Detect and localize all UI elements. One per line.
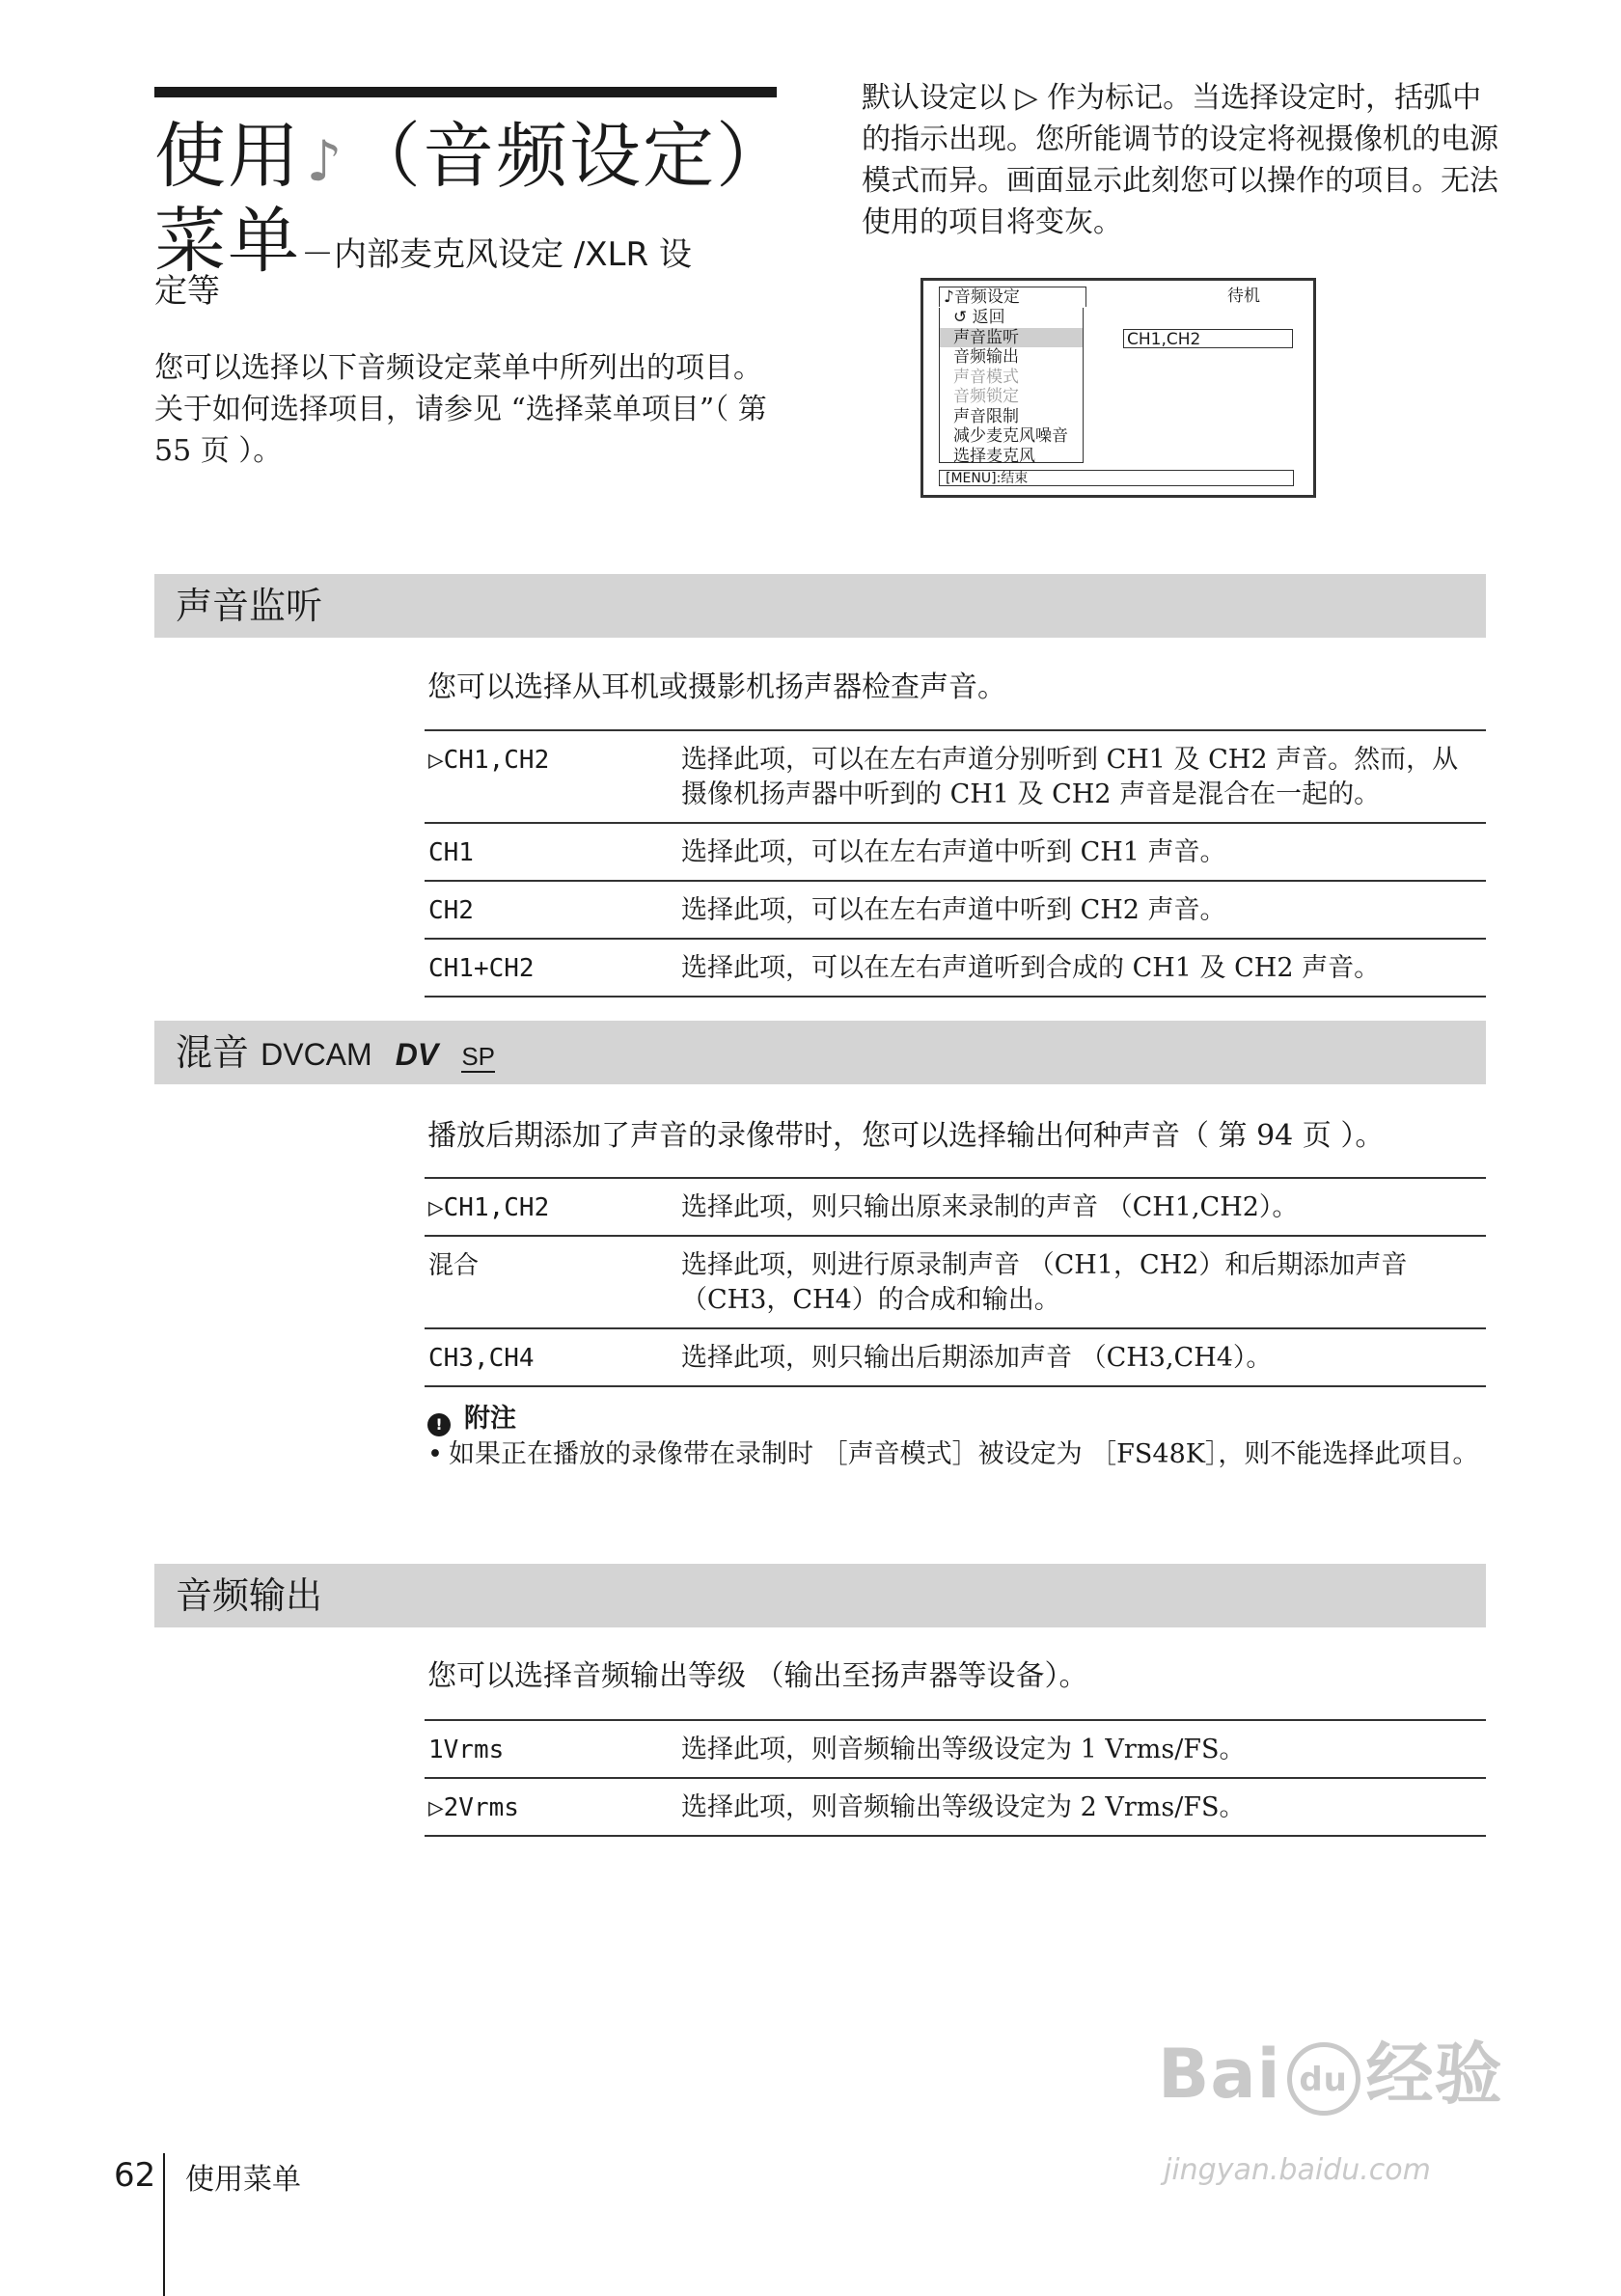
note-icon: !	[427, 1413, 451, 1436]
option-value: 选择此项，则进行原录制声音 （CH1，CH2）和后期添加声音（CH3，CH4）的合成和输出。	[681, 1236, 1486, 1328]
menu-item-limit: 声音限制	[953, 406, 1019, 426]
option-key: CH1	[425, 823, 681, 881]
section-bar-output	[154, 1564, 1486, 1627]
menu-screen-value: CH1,CH2	[1123, 329, 1293, 348]
paw-icon	[1287, 2042, 1360, 2116]
subtitle-big: 菜单	[154, 200, 301, 283]
baidu-watermark-logo	[1158, 2036, 1503, 2116]
section-title-monitor: 声音监听	[176, 585, 323, 627]
table-row	[425, 823, 1486, 881]
monitor-description: 您可以选择从耳机或摄影机扬声器检查声音。	[427, 670, 1006, 704]
dv-badge: DV	[395, 1037, 439, 1072]
menu-item-noise: 减少麦克风噪音	[953, 426, 1068, 446]
watermark-url: jingyan.baidu.com	[1164, 2153, 1431, 2187]
menu-item-output: 音频输出	[953, 347, 1019, 367]
menu-screen-list	[939, 308, 1084, 466]
menu-screen-state: 待机	[1227, 287, 1260, 306]
music-note-icon: ♪	[306, 128, 344, 194]
option-value: 选择此项，可以在左右声道分别听到 CH1 及 CH2 声音。然而，从摄像机扬声器中听到的 CH1 及 CH2 声音是混合在一起的。	[681, 730, 1486, 823]
note-text: 如果正在播放的录像带在录制时 ［声音模式］被设定为 ［FS48K］，则不能选择此项目。	[449, 1439, 1479, 1469]
table-row	[425, 1236, 1486, 1328]
option-key: 1Vrms	[425, 1720, 681, 1778]
note-title: 附注	[464, 1404, 516, 1434]
table-row	[425, 1720, 1486, 1778]
note-heading	[427, 1402, 516, 1436]
option-key: 混合	[425, 1236, 681, 1328]
option-key: ▷CH1,CH2	[425, 730, 681, 823]
menu-screen-footer: [MENU]:结束	[939, 470, 1294, 486]
mix-title-text: 混音	[176, 1031, 250, 1074]
intro-left-paragraph: 您可以选择以下音频设定菜单中所列出的项目。关于如何选择项目，请参见 “选择菜单项目”（ 第 55 页 ）。	[154, 351, 767, 468]
page-title	[154, 108, 789, 209]
mix-options-table	[425, 1177, 1486, 1387]
section-bar-mix	[154, 1021, 1486, 1084]
table-row	[425, 939, 1486, 997]
table-row	[425, 1328, 1486, 1386]
table-row	[425, 881, 1486, 939]
table-row	[425, 730, 1486, 823]
mix-description: 播放后期添加了声音的录像带时，您可以选择输出何种声音（ 第 94 页 ）。	[427, 1119, 1385, 1153]
title-prefix: 使用	[154, 115, 301, 198]
footer-section-label: 使用菜单	[185, 2163, 301, 2197]
menu-screen-illustration	[920, 278, 1316, 498]
table-row	[425, 1178, 1486, 1236]
dvcam-badge: DVCAM	[261, 1037, 372, 1072]
bullet-icon: •	[427, 1439, 443, 1469]
option-value: 选择此项，可以在左右声道听到合成的 CH1 及 CH2 声音。	[681, 939, 1486, 997]
watermark-brand-cn: 经验	[1365, 2035, 1503, 2114]
title-rule	[154, 87, 777, 97]
option-key: CH2	[425, 881, 681, 939]
table-row	[425, 1778, 1486, 1836]
section-bar-monitor	[154, 574, 1486, 638]
menu-item-lock: 音频锁定	[953, 387, 1019, 406]
note-body	[427, 1437, 1486, 1472]
option-value: 选择此项，则音频输出等级设定为 1 Vrms/FS。	[681, 1720, 1486, 1778]
menu-item-monitor: 声音监听	[940, 328, 1083, 348]
section-title-mix	[176, 1021, 495, 1088]
option-value: 选择此项，则只输出原来录制的声音 （CH1,CH2）。	[681, 1178, 1486, 1236]
page-number: 62	[114, 2156, 156, 2195]
menu-item-mode: 声音模式	[953, 367, 1019, 387]
menu-screen-title: ♪音频设定	[939, 287, 1086, 307]
option-key: ▷2Vrms	[425, 1778, 681, 1836]
watermark-brand: Bai	[1158, 2035, 1281, 2114]
page-subtitle	[154, 198, 692, 298]
option-value: 选择此项，可以在左右声道中听到 CH2 声音。	[681, 881, 1486, 939]
option-key: CH3,CH4	[425, 1328, 681, 1386]
menu-item-back: ↺ 返回	[953, 308, 1005, 327]
option-value: 选择此项，则只输出后期添加声音 （CH3,CH4）。	[681, 1328, 1486, 1386]
option-key: ▷CH1,CH2	[425, 1178, 681, 1236]
watermark-paw-text: du	[1299, 2060, 1348, 2099]
output-options-table	[425, 1719, 1486, 1837]
footer-rule	[163, 2153, 165, 2296]
sp-badge: SP	[461, 1042, 495, 1071]
option-key: CH1+CH2	[425, 939, 681, 997]
subtitle-small: －内部麦克风设定 /XLR 设	[301, 235, 692, 274]
monitor-options-table	[425, 729, 1486, 998]
output-description: 您可以选择音频输出等级 （输出至扬声器等设备）。	[427, 1659, 1088, 1693]
title-suffix: （音频设定）	[349, 115, 789, 198]
option-value: 选择此项，可以在左右声道中听到 CH1 声音。	[681, 823, 1486, 881]
menu-item-mic: 选择麦克风	[953, 446, 1035, 466]
subtitle-tail: 定等	[154, 272, 220, 311]
option-value: 选择此项，则音频输出等级设定为 2 Vrms/FS。	[681, 1778, 1486, 1836]
section-title-output: 音频输出	[176, 1574, 323, 1617]
intro-right-paragraph: 默认设定以 ▷ 作为标记。当选择设定时，括弧中的指示出现。您所能调节的设定将视摄像机的电源模式而异。画面显示此刻您可以操作的项目。无法使用的项目将变灰。	[862, 81, 1498, 239]
